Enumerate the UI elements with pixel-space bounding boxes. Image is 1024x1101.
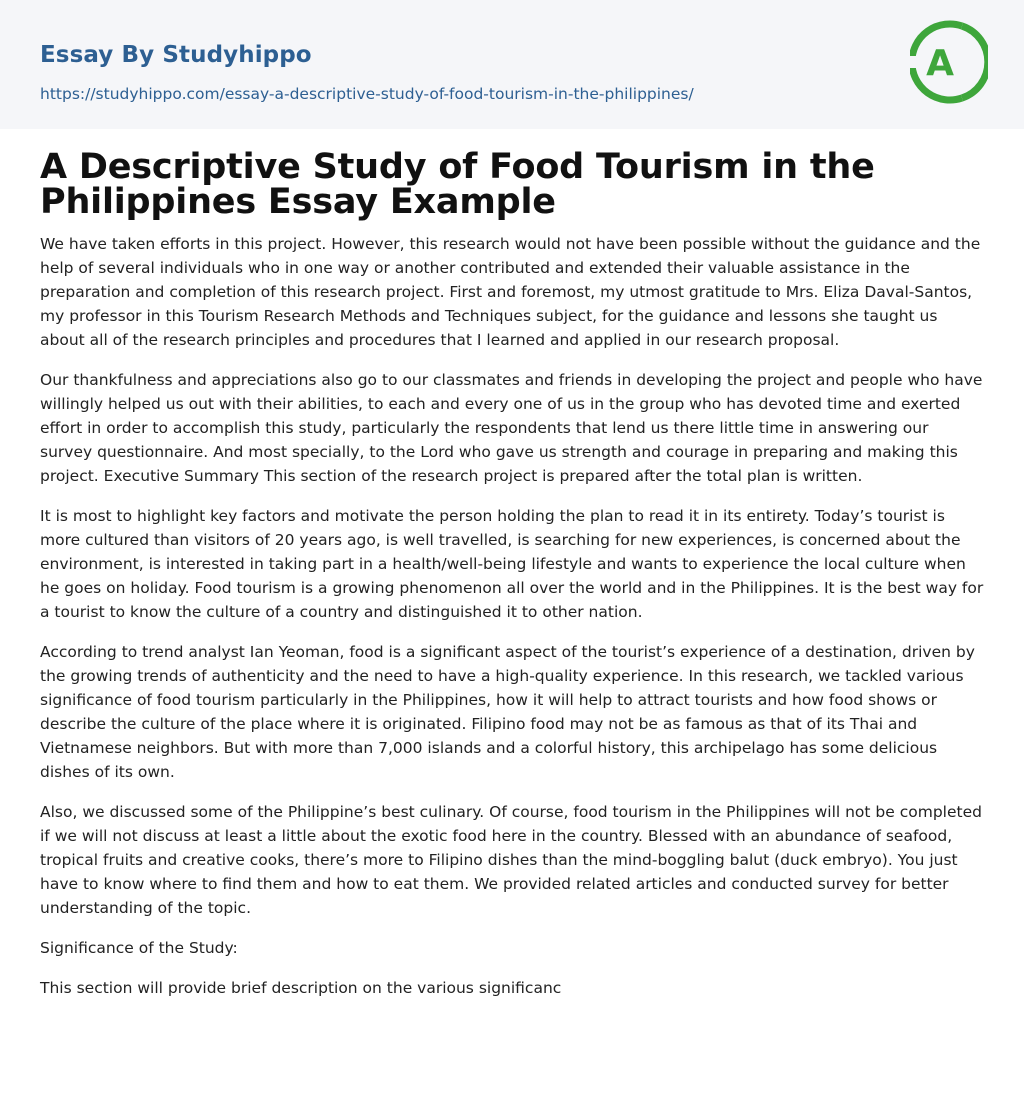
section-heading-significance: Significance of the Study: <box>40 939 238 957</box>
logo-letter: A <box>926 43 954 84</box>
article-title-line-2: Philippines Essay Example <box>40 182 556 222</box>
studyhippo-logo-icon[interactable] <box>910 18 988 106</box>
article-title <box>40 147 984 222</box>
paragraph-4: According to trend analyst Ian Yeoman, food is a significant aspect of the tourist’s experience of a destination, driven by the growing trends of authenticity and the need to have a high-quality experience. In this research, we tackled various significance of food tourism particularly in the Philippines, how it will help to attract tourists and how food shows or describe the culture of the place where it is originated. Filipino food may not be as famous as that of its Thai and Vietnamese neighbors. But with more than 7,000 islands and a colorful history, this archipelago has some delicious dishes of its own. <box>40 643 975 781</box>
article-title-line-1: A Descriptive Study of Food Tourism in the <box>40 147 875 187</box>
paragraph-3: It is most to highlight key factors and motivate the person holding the plan to read it in its entirety. Today’s tourist is more cultured than visitors of 20 years ago, is well travelled, is searching for new experiences, is concerned about the environment, is interested in taking part in a health/well-being lifestyle and wants to experience the local culture when he goes on holiday. Food tourism is a growing phenomenon all over the world and in the Philippines. It is the best way for a tourist to know the culture of a country and distinguished it to other nation. <box>40 507 984 621</box>
paragraph-7: This section will provide brief description on the various significanc <box>40 979 562 997</box>
article <box>0 129 1024 1000</box>
site-header <box>0 0 1024 129</box>
article-url-link[interactable]: https://studyhippo.com/essay-a-descriptive-study-of-food-tourism-in-the-philippines/ <box>40 85 694 103</box>
paragraph-2: Our thankfulness and appreciations also go to our classmates and friends in developing the project and people who have willingly helped us out with their abilities, to each and every one of us in the group who has devoted time and exerted effort in order to accomplish this study, particularly the respondents that lend us there little time in answering our survey questionnaire. And most specially, to the Lord who gave us strength and courage in preparing and making this project. Executive Summary This section of the research project is prepared after the total plan is written. <box>40 371 983 485</box>
article-body <box>40 232 984 1000</box>
paragraph-1: We have taken efforts in this project. However, this research would not have been possible without the guidance and the help of several individuals who in one way or another contributed and extended their valuable assistance in the preparation and completion of this research project. First and foremost, my utmost gratitude to Mrs. Eliza Daval-Santos, my professor in this Tourism Research Methods and Techniques subject, for the guidance and lessons she taught us about all of the research principles and procedures that I learned and applied in our research proposal. <box>40 235 981 349</box>
site-brand[interactable]: Essay By Studyhippo <box>40 42 312 68</box>
paragraph-5: Also, we discussed some of the Philippine’s best culinary. Of course, food tourism in the Philippines will not be completed if we will not discuss at least a little about the exotic food here in the country. Blessed with an abundance of seafood, tropical fruits and creative cooks, there’s more to Filipino dishes than the mind-boggling balut (duck embryo). You just have to know where to find them and how to eat them. We provided related articles and conducted survey for better understanding of the topic. <box>40 803 982 917</box>
